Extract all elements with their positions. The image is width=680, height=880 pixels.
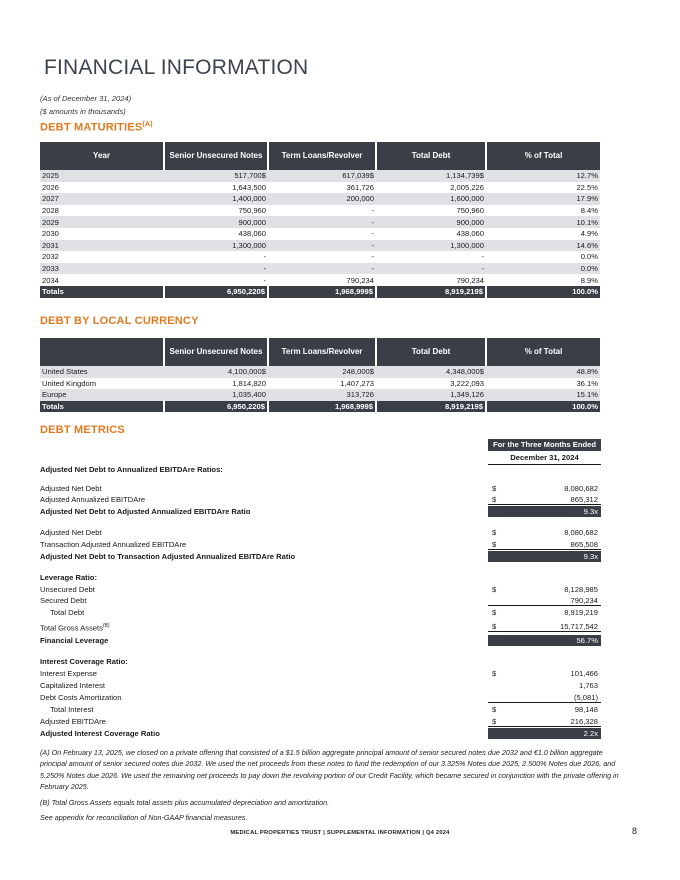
metric-value: 216,328 [570,717,598,726]
term-loans-cell [268,228,376,240]
table-row [40,228,600,240]
senior-unsecured-notes-cell [164,193,268,205]
term-loans-cell [268,274,376,286]
totals-row [40,286,600,298]
metric-value: 8,128,985 [564,585,598,594]
table-row [40,193,600,205]
cell-value: 1,400,000 [232,194,266,204]
totals-row [40,401,600,413]
footnote-a: (A) On February 13, 2025, we closed on a private offering that consisted of a $1.5 billion aggregate principal amount of senior secured notes due 2032 and €1.0 billion aggregate principal amount of senior secured notes due 2032. We used the net proceeds from these notes to fund the redemption of our 3.325% Notes due 2025, 2.500% Notes due 2026, and 5.250% Notes due 2026. We used the remaining net proceeds to pay down the revolving portion of our Credit Facility, which became secured in conjunction with the private offering in February 2025. [40,748,619,792]
metric-label: Total Debt [50,608,85,617]
metric-group-title [40,572,601,583]
period-date: December 31, 2024 [488,453,601,465]
metric-label: Adjusted Net Debt [40,528,102,537]
total-debt-cell [376,389,486,401]
row-label: Europe [40,389,164,401]
term-loans-cell [268,378,376,390]
cell-value: 617,039 [342,171,370,181]
currency-symbol: $ [369,367,374,377]
units-note: ($ amounts in thousands) [40,107,126,116]
total-debt-cell [376,263,486,275]
metric-label: Adjusted Annualized EBITDAre [40,495,146,504]
total-debt-cell [376,170,486,182]
term-loans-total [268,286,376,298]
pct-total-cell: 22.5% [576,182,598,192]
debt-metrics-heading: DEBT METRICS [40,424,125,436]
metric-row [40,692,601,703]
cell-value: 4,100,000 [227,367,262,377]
term-loans-cell [268,182,376,194]
cell-value: 900,000 [238,217,266,227]
metric-row [40,527,601,538]
term-loans-cell [268,389,376,401]
debt-by-currency-table [40,338,600,412]
page-title: FINANCIAL INFORMATION [44,56,309,79]
total-debt-cell [376,274,486,286]
row-label: 2032 [42,252,59,262]
col-header-total-debt: Total Debt [376,338,486,366]
metric-value: 15,717,542 [559,622,598,631]
table-row [40,263,600,275]
table-row [40,240,600,252]
senior-unsecured-notes-cell [164,216,268,228]
senior-unsecured-notes-cell [164,366,268,378]
metric-label: Adjusted Interest Coverage Ratio [40,729,160,738]
metric-value: 101,466 [570,669,598,678]
currency-symbol: $ [479,171,484,181]
debt-by-currency-heading: DEBT BY LOCAL CURRENCY [40,315,199,327]
cell-value: 3,222,093 [450,378,484,388]
currency-symbol: $ [492,585,497,594]
cell-value: 1,134,739 [445,171,480,181]
col-header-senior-unsecured-notes: Senior Unsecured Notes [164,338,268,366]
metric-label: Adjusted EBITDAre [40,717,106,726]
term-loans-cell [268,251,376,263]
period-header: For the Three Months Ended [488,439,601,451]
table-row [40,251,600,263]
metric-label: Financial Leverage [40,636,109,645]
cell-value: 1,968,999 [334,402,369,412]
cell-value: 517,700 [234,171,262,181]
metric-value: 8,919,219 [564,608,598,617]
metric-label: Leverage Ratio: [40,573,97,582]
cell-value: 361,726 [346,182,374,192]
cell-value: 1,349,126 [450,390,484,400]
currency-symbol: $ [260,402,265,412]
senior-unsecured-notes-cell [164,251,268,263]
row-label: 2033 [40,263,164,275]
pct-total-cell: 14.6% [486,240,600,252]
col-header-year: Year [40,142,164,170]
metric-value: 8,080,682 [564,484,598,493]
non-gaap-note: See appendix for reconciliation of Non-GAAP financial measures. [40,813,248,822]
cell-value: 8,919,219 [444,402,479,412]
table-row [40,274,600,286]
senior-unsecured-notes-cell [164,389,268,401]
table-row [40,170,600,182]
cell-value: 1,968,999 [334,287,369,297]
metric-row [40,668,601,679]
currency-symbol: $ [369,171,374,181]
cell-value: 790,234 [346,275,374,285]
total-debt-total [376,286,486,298]
row-label: 2028 [42,206,59,216]
row-label: 2025 [40,170,164,182]
pct-total-total: 100.0% [486,401,600,413]
metric-value: (5,081) [573,693,598,702]
senior-unsecured-notes-cell [164,274,268,286]
table-row [40,182,600,194]
metric-group-title [40,656,601,667]
metric-row [40,483,601,494]
cell-value: - [371,252,374,262]
col-header-region [40,338,164,366]
table-row [40,216,600,228]
metric-ratio-row [40,635,601,646]
currency-symbol: $ [492,622,497,631]
metric-label: Total Gross Assets [40,623,103,633]
metric-row [40,704,601,715]
currency-symbol: $ [492,484,497,493]
cell-value: 1,600,000 [450,194,484,204]
term-loans-cell [268,193,376,205]
pct-total-cell: 15.1% [486,389,600,401]
pct-total-cell: 0.0% [486,263,600,275]
metric-value: 865,312 [570,495,598,504]
cell-value: - [371,240,374,250]
row-label: 2026 [42,182,59,192]
metric-label: Adjusted Net Debt to Annualized EBITDAre Ratios: [40,465,223,474]
currency-symbol: $ [492,540,497,549]
metric-row [40,680,601,691]
currency-symbol: $ [368,402,373,412]
total-debt-cell [376,205,486,217]
cell-value: - [371,229,374,239]
debt-maturities-heading [40,121,153,134]
term-loans-total [268,401,376,413]
cell-value: 750,960 [238,206,266,216]
term-loans-cell [268,240,376,252]
debt-maturities-table [40,142,600,298]
metric-row [40,607,601,618]
total-debt-cell [376,228,486,240]
metric-group-title [40,464,601,475]
term-loans-cell [268,205,376,217]
cell-value: 1,814,820 [232,378,266,388]
cell-value: 248,000 [342,367,370,377]
senior-unsecured-notes-total [164,401,268,413]
pct-total-cell: 12.7% [486,170,600,182]
senior-unsecured-notes-cell [164,205,268,217]
currency-symbol: $ [260,287,265,297]
col-header-total-debt: Total Debt [376,142,486,170]
term-loans-cell [268,263,376,275]
cell-value: - [371,206,374,216]
row-label: United States [40,366,164,378]
cell-value: 313,726 [346,390,374,400]
metric-row [40,584,601,595]
table-row [40,366,600,378]
cell-value: - [263,275,266,285]
metric-value: 1,763 [578,681,598,690]
senior-unsecured-notes-cell [164,182,268,194]
footnote-ref-a: (A) [142,121,153,128]
total-debt-cell [376,182,486,194]
term-loans-cell [268,170,376,182]
footnote-ref-b: (B) [102,623,110,629]
cell-value: 438,060 [238,229,266,239]
metric-label: Adjusted Net Debt to Transaction Adjusted Annualized EBITDAre Ratio [40,552,296,561]
metric-label: Interest Expense [40,669,97,678]
as-of-note: (As of December 31, 2024) [40,94,132,103]
cell-value: 6,950,220 [226,402,261,412]
total-debt-cell [376,216,486,228]
cell-value: - [371,217,374,227]
totals-label: Totals [40,286,164,298]
currency-symbol: $ [261,367,266,377]
currency-symbol: $ [492,608,497,617]
metric-label: Interest Coverage Ratio: [40,657,128,666]
metric-label: Unsecured Debt [40,585,95,594]
metric-row [40,621,601,632]
table-row [40,389,600,401]
metric-value: 790,234 [570,596,598,605]
cell-value: 438,060 [456,229,484,239]
currency-symbol: $ [492,528,497,537]
metric-label: Secured Debt [40,596,87,605]
metric-value: 9.3x [583,507,598,516]
senior-unsecured-notes-total [164,286,268,298]
metric-value: 98,148 [574,705,598,714]
cell-value: - [263,252,266,262]
currency-symbol: $ [492,705,497,714]
cell-value: 1,035,400 [232,390,266,400]
footnote-b: (B) Total Gross Assets equals total assets plus accumulated depreciation and amortization. [40,798,330,807]
currency-symbol: $ [479,367,484,377]
currency-symbol: $ [478,287,483,297]
metric-value: 2.2x [583,729,598,738]
metric-label: Capitalized Interest [40,681,106,690]
cell-value: - [481,252,484,262]
row-label: 2031 [40,240,164,252]
col-header-term-loans: Term Loans/Revolver [268,142,376,170]
total-debt-total [376,401,486,413]
metric-label: Total Interest [50,705,94,714]
cell-value: 6,950,220 [226,287,261,297]
totals-label: Totals [40,401,164,413]
cell-value: 200,000 [346,194,374,204]
pct-total-cell: 48.8% [486,366,600,378]
col-header-term-loans: Term Loans/Revolver [268,338,376,366]
cell-value: - [481,264,484,274]
total-debt-cell [376,251,486,263]
cell-value: 1,300,000 [232,240,266,250]
row-label: 2027 [40,193,164,205]
metric-label: Adjusted Net Debt [40,484,102,493]
cell-value: 1,300,000 [450,240,484,250]
pct-total-total: 100.0% [486,286,600,298]
pct-total-cell: 10.1% [486,216,600,228]
senior-unsecured-notes-cell [164,228,268,240]
currency-symbol: $ [368,287,373,297]
total-debt-cell [376,378,486,390]
cell-value: 1,643,500 [232,182,266,192]
currency-symbol: $ [478,402,483,412]
total-debt-cell [376,240,486,252]
currency-symbol: $ [492,669,497,678]
pct-total-cell: 17.9% [486,193,600,205]
term-loans-cell [268,216,376,228]
debt-maturities-heading-text: DEBT MATURITIES [40,121,143,134]
metric-label: Adjusted Net Debt to Adjusted Annualized EBITDAre Ratio [40,507,251,516]
metric-row [40,539,601,550]
pct-total-cell: 8.9% [580,275,598,285]
currency-symbol: $ [492,495,497,504]
currency-symbol: $ [261,171,266,181]
row-label: 2034 [42,275,59,285]
pct-total-cell: 36.1% [576,378,598,388]
term-loans-cell [268,366,376,378]
metric-label: Debt Costs Amortization [40,693,122,702]
metric-label: Transaction Adjusted Annualized EBITDAre [40,540,187,549]
cell-value: 900,000 [456,217,484,227]
metric-ratio-row [40,551,601,562]
total-debt-cell [376,193,486,205]
cell-value: 8,919,219 [444,287,479,297]
pct-total-cell: 4.9% [580,229,598,239]
metric-row [40,716,601,727]
cell-value: - [371,264,374,274]
metric-row [40,595,601,606]
senior-unsecured-notes-cell [164,378,268,390]
metric-value: 865,508 [570,540,598,549]
col-header-senior-unsecured-notes: Senior Unsecured Notes [164,142,268,170]
metric-ratio-row [40,728,601,739]
cell-value: 790,234 [456,275,484,285]
metric-ratio-row [40,506,601,517]
pct-total-cell: 0.0% [580,252,598,262]
metric-row [40,494,601,505]
metric-value: 8,080,682 [564,528,598,537]
col-header-pct-total: % of Total [486,338,600,366]
page-footer: MEDICAL PROPERTIES TRUST | SUPPLEMENTAL INFORMATION | Q4 2024 [230,830,450,836]
row-label: 2029 [40,216,164,228]
cell-value: 750,960 [456,206,484,216]
senior-unsecured-notes-cell [164,170,268,182]
cell-value: 4,348,000 [445,367,480,377]
row-label: 2030 [42,229,59,239]
cell-value: 1,407,273 [340,378,374,388]
total-debt-cell [376,366,486,378]
cell-value: 2,005,226 [450,182,484,192]
row-label: United Kingdom [42,378,97,388]
table-row [40,205,600,217]
currency-symbol: $ [492,717,497,726]
col-header-pct-total: % of Total [486,142,600,170]
cell-value: - [263,264,266,274]
metric-value: 56.7% [576,636,598,645]
senior-unsecured-notes-cell [164,263,268,275]
pct-total-cell: 8.4% [580,206,598,216]
page-number: 8 [632,826,638,836]
table-row [40,378,600,390]
metric-value: 9.3x [583,552,598,561]
senior-unsecured-notes-cell [164,240,268,252]
